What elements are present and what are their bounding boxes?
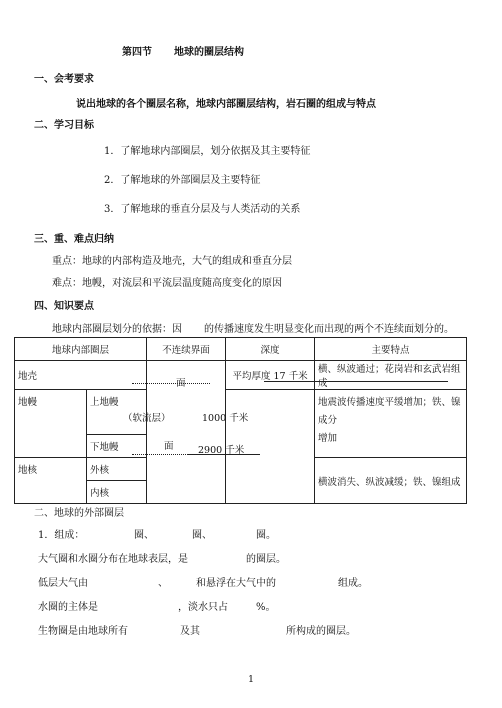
feature-mantle — [315, 390, 467, 458]
outer-line-2b: 的圈层。 — [246, 554, 286, 565]
outer-line-4c: %。 — [256, 602, 276, 613]
upper-mantle-cell: 上地幔 — [87, 390, 147, 435]
interface-moho: 面 — [176, 378, 186, 389]
inner-core-cell: 内核 — [87, 481, 147, 504]
goal-item: 2．了解地球的外部圈层及主要特征 — [104, 175, 261, 186]
page-title: 地球的圈层结构 — [174, 47, 244, 58]
outer-line-5b: 及其 — [180, 626, 200, 637]
outer-line-4b: ，淡水只占 — [178, 602, 228, 613]
section-heading-1: 一、会考要求 — [34, 74, 94, 85]
boundary-line — [264, 381, 448, 382]
outer-line-1c: 圈、 — [192, 530, 212, 541]
lower-mantle-cell: 下地幔 — [87, 435, 147, 458]
feature-crust: 横、纵波通过；花岗岩和玄武岩组成 — [315, 361, 467, 390]
intro-text-a: 地球内部圈层划分的依据：因 — [52, 324, 182, 335]
feature-mantle-line-2: 增加 — [318, 433, 338, 444]
outer-line-2a: 大气圈和水圈分布在地球表层，是 — [38, 554, 188, 565]
outer-line-3a: 低层大气由 — [38, 578, 88, 589]
interface-gutenberg: 面 — [164, 441, 174, 452]
section-heading-2: 二、学习目标 — [34, 120, 94, 131]
depth-1000: 1000 千米 — [202, 413, 249, 424]
outer-line-4a: 水圈的主体是 — [38, 602, 98, 613]
outer-line-3c: 和悬浮在大气中的 — [196, 578, 276, 589]
key-points: 重点：地球的内部构造及地壳，大气的组成和垂直分层 — [52, 256, 292, 267]
table-header: 地球内部圈层 — [15, 338, 147, 361]
page-number: 1 — [248, 674, 255, 685]
outer-line-3b: 、 — [158, 578, 168, 589]
outer-line-1d: 圈。 — [256, 530, 276, 541]
outer-layers-heading: 二、地球的外部圈层 — [34, 508, 124, 519]
table-header: 不连续界面 — [147, 338, 226, 361]
goal-item: 3．了解地球的垂直分层及与人类活动的关系 — [104, 204, 301, 215]
table-header: 深度 — [226, 338, 315, 361]
section-heading-3: 三、重、难点归纳 — [34, 234, 114, 245]
outer-line-1b: 圈、 — [134, 530, 154, 541]
boundary-line — [188, 454, 260, 455]
section-number: 第四节 — [122, 47, 152, 58]
dotted-line — [132, 383, 210, 384]
outer-line-5c: 所构成的圈层。 — [286, 626, 356, 637]
difficult-points: 难点：地幔，对流层和平流层温度随高度变化的原因 — [52, 278, 282, 289]
exam-requirement-text: 说出地球的各个圈层名称，地球内部圈层结构，岩石圈的组成与特点 — [76, 99, 376, 110]
outer-core-cell: 外核 — [87, 458, 147, 481]
feature-mantle-line-1: 地震波传播速度平缓增加；铁、镍成分 — [318, 397, 461, 426]
outer-line-5a: 生物圈是由地球所有 — [38, 626, 128, 637]
depth-crust: 平均厚度 17 千米 — [226, 361, 315, 390]
goal-item: 1．了解地球内部圈层，划分依据及其主要特征 — [104, 146, 311, 157]
crust-cell: 地壳 — [15, 361, 147, 390]
interface-cell — [147, 361, 226, 504]
outer-line-1a: 1．组成： — [38, 530, 85, 541]
intro-text-b: 的传播速度发生明显变化而出现的两个不连续面划分的。 — [204, 324, 454, 335]
mantle-cell: 地幔 — [15, 390, 87, 458]
depth-core-cell — [226, 458, 315, 504]
depth-2900: 2900 千米 — [198, 445, 245, 456]
asthenosphere-label: （软流层） — [123, 413, 171, 424]
core-cell: 地核 — [15, 458, 87, 504]
outer-line-3d: 组成。 — [338, 578, 368, 589]
table-header: 主要特点 — [315, 338, 467, 361]
feature-core: 横波消失、纵波减缓；铁、镍组成 — [315, 458, 467, 504]
section-heading-4: 四、知识要点 — [34, 301, 94, 312]
